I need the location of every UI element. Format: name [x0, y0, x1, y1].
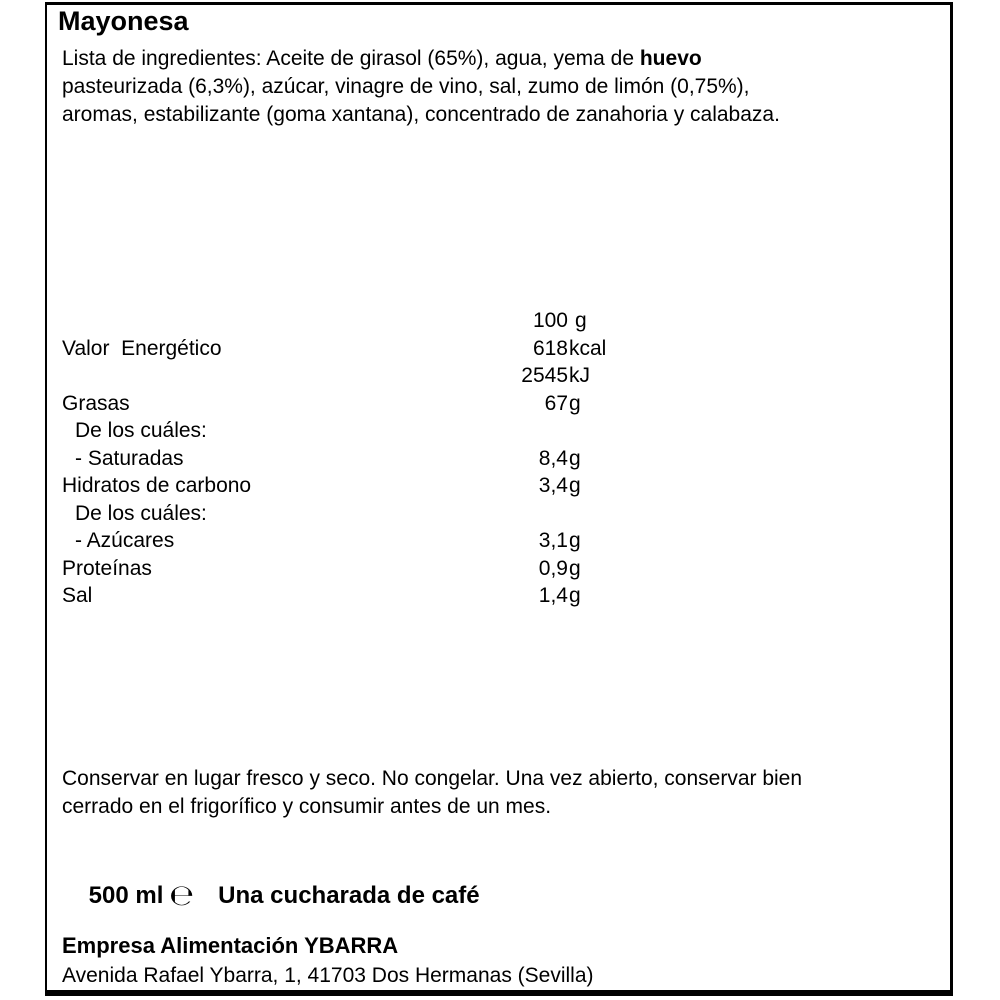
ingredients-list [62, 45, 780, 129]
nutrient-unit: g [569, 446, 581, 470]
net-volume-row [62, 850, 480, 941]
nutrition-row [47, 417, 950, 445]
manufacturer-name: Empresa Alimentación YBARRA [62, 933, 399, 958]
nutrient-label: Valor Energético [62, 336, 222, 360]
storage-instructions [62, 765, 802, 821]
product-label-box [45, 2, 953, 996]
nutrient-value: 3,4 [538, 474, 568, 497]
serving-suggestion: Una cucharada de café [218, 882, 480, 909]
nutrient-unit: g [569, 391, 581, 415]
manufacturer-info [62, 931, 594, 991]
nutrient-label: - Azúcares [75, 529, 175, 552]
nutrient-value: 1,4 [538, 584, 568, 607]
nutrient-value: 67 [544, 391, 568, 415]
nutrient-label: Sal [62, 584, 93, 607]
nutrition-row [47, 527, 950, 555]
nutrient-label: Hidratos de carbono [62, 474, 252, 497]
nutrient-value: 618 [532, 336, 568, 360]
nutrient-label: De los cuáles: [75, 501, 207, 525]
nutrition-row [47, 500, 950, 528]
nutrient-unit: g [569, 556, 581, 580]
ingredients-line-1-text: Lista de ingredientes: Aceite de girasol (65%), agua, yema de [62, 47, 640, 70]
nutrition-row [47, 445, 950, 473]
nutrition-header-row [47, 307, 950, 335]
nutrient-label: Proteínas [62, 556, 152, 580]
nutrition-row [47, 582, 950, 610]
nutrition-row [47, 472, 950, 500]
nutrient-label: De los cuáles: [75, 419, 207, 442]
nutrient-unit: g [575, 309, 587, 332]
product-title: Mayonesa [58, 6, 189, 36]
nutrition-row [47, 555, 950, 583]
nutrient-unit: g [569, 584, 581, 607]
estimated-sign-icon: ℮ [169, 878, 195, 912]
ingredients-line-1 [62, 45, 780, 73]
nutrient-value: 8,4 [538, 446, 568, 470]
storage-line-2: cerrado en el frigorífico y consumir antes de un mes. [62, 795, 552, 818]
allergen-highlight: huevo [639, 47, 702, 70]
nutrition-row [47, 362, 950, 390]
nutrient-unit: g [569, 529, 581, 552]
nutrition-row [47, 390, 950, 418]
nutrient-value: 3,1 [538, 529, 568, 552]
manufacturer-address: Avenida Rafael Ybarra, 1, 41703 Dos Hermanas (Sevilla) [62, 964, 594, 987]
nutrient-value: 100 [532, 309, 568, 332]
nutrient-unit: g [569, 474, 581, 497]
nutrient-value: 2545 [521, 364, 568, 387]
nutrition-row [47, 335, 950, 363]
ingredients-line-2: pasteurizada (6,3%), azúcar, vinagre de vino, sal, zumo de limón (0,75%), [62, 75, 750, 98]
nutrient-value: 0,9 [538, 556, 568, 580]
nutrition-table [47, 307, 950, 610]
nutrient-label: Grasas [62, 391, 130, 415]
storage-line-1: Conservar en lugar fresco y seco. No congelar. Una vez abierto, conservar bien [62, 767, 803, 790]
nutrient-unit: kcal [569, 336, 607, 360]
nutrient-unit: kJ [569, 364, 590, 387]
net-volume: 500 ml [88, 882, 164, 909]
ingredients-line-3: aromas, estabilizante (goma xantana), concentrado de zanahoria y calabaza. [62, 103, 780, 126]
nutrient-label: - Saturadas [75, 446, 184, 470]
